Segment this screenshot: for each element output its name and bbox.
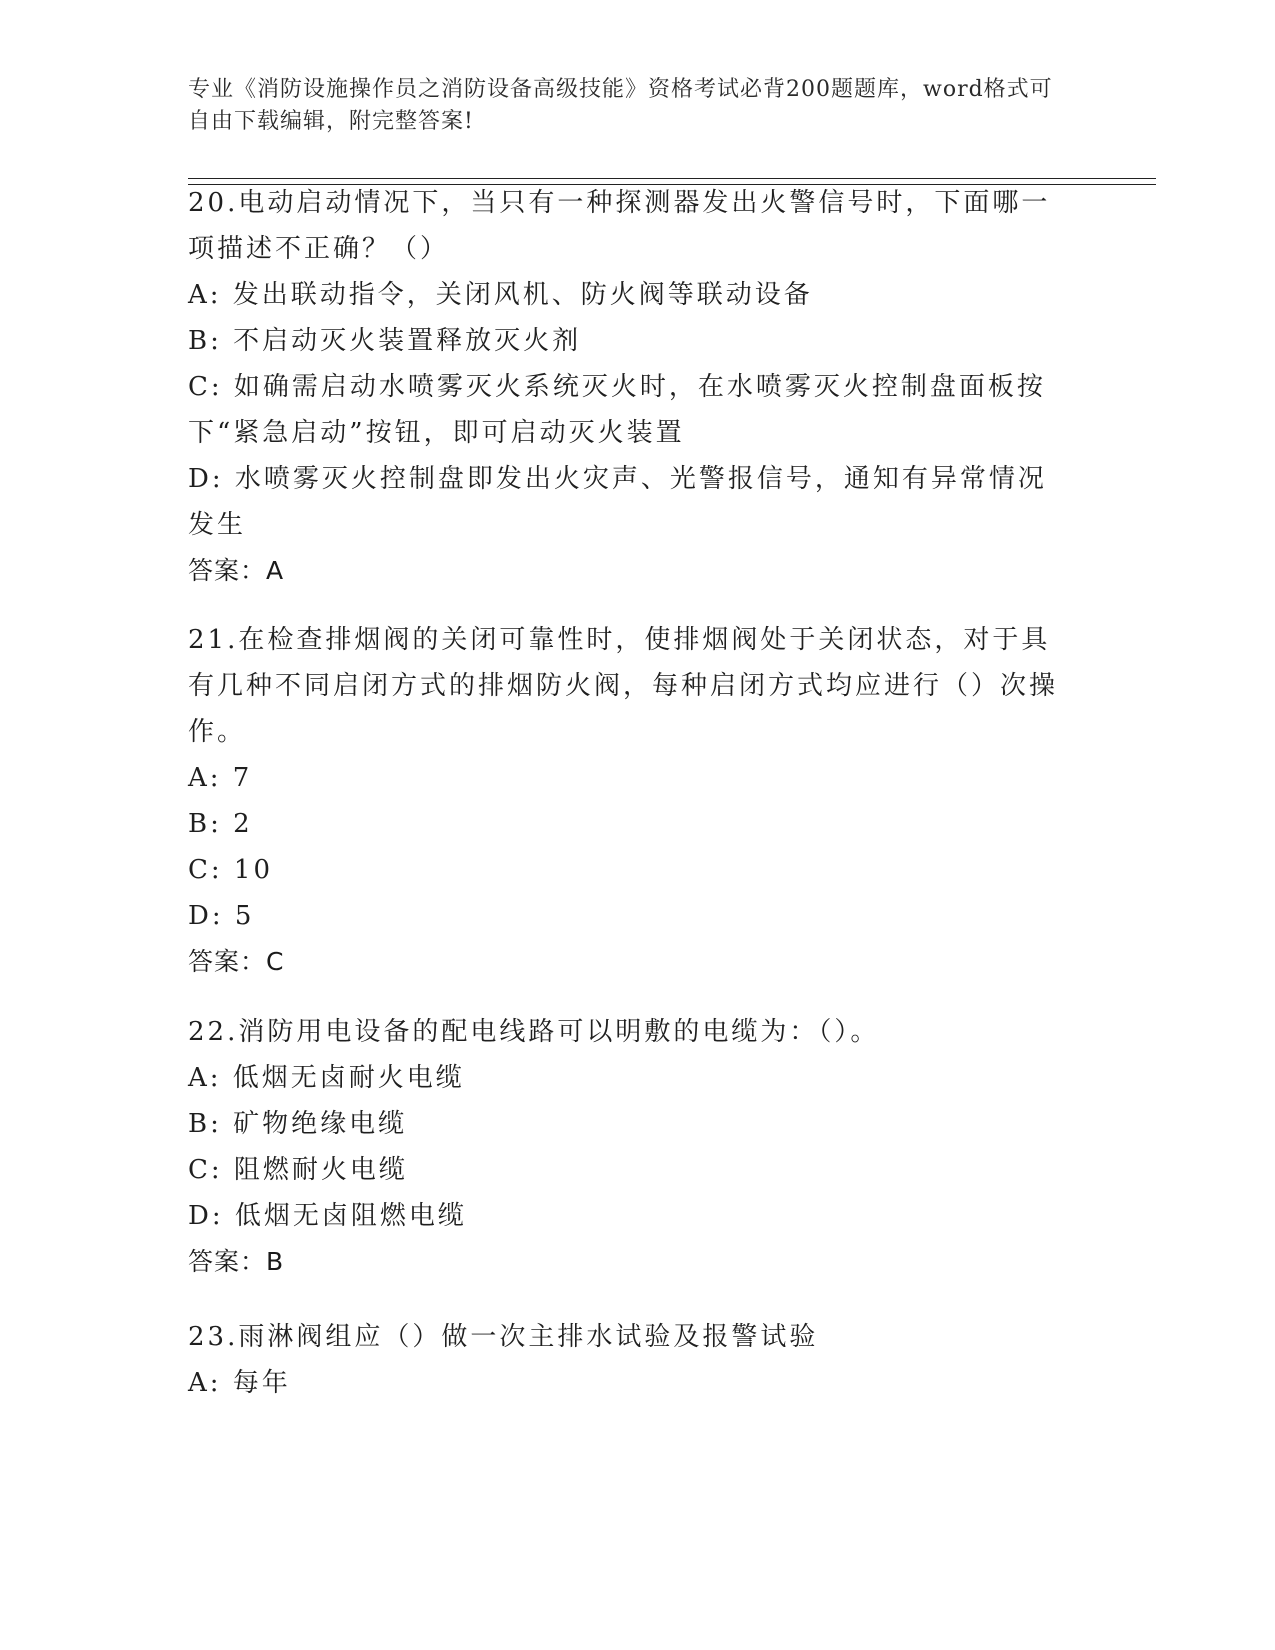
option-a: A: 低烟无卤耐火电缆 [188, 1063, 465, 1093]
question-22 [188, 1009, 1068, 1285]
option-c: C: 如确需启动水喷雾灭火系统灭火时，在水喷雾灭火控制盘面板按下“紧急启动”按钮，即可启动灭火装置 [188, 372, 1046, 448]
option-c: C: 10 [188, 855, 274, 885]
question-stem: 22.消防用电设备的配电线路可以明敷的电缆为：（）。 [188, 1017, 880, 1047]
answer-line: 答案：C [188, 947, 285, 976]
document-header: 专业《消防设施操作员之消防设备高级技能》资格考试必背200题题库，word格式可自由下载编辑，附完整答案! [188, 77, 1053, 134]
option-b: B: 2 [188, 809, 253, 839]
answer-line: 答案：A [188, 556, 285, 585]
question-20 [188, 180, 1068, 594]
option-d: D: 5 [188, 901, 255, 931]
option-b: B: 不启动灭火装置释放灭火剂 [188, 326, 582, 356]
answer-line: 答案：B [188, 1247, 285, 1276]
option-d: D: 水喷雾灭火控制盘即发出火灾声、光警报信号，通知有异常情况发生 [188, 464, 1047, 540]
question-stem: 20.电动启动情况下，当只有一种探测器发出火警信号时，下面哪一项描述不正确？（） [188, 188, 1051, 264]
question-stem: 23.雨淋阀组应（）做一次主排水试验及报警试验 [188, 1322, 819, 1352]
option-a: A: 7 [188, 763, 253, 793]
question-stem: 21.在检查排烟阀的关闭可靠性时，使排烟阀处于关闭状态，对于具有几种不同启闭方式的排烟防火阀，每种启闭方式均应进行（）次操作。 [188, 625, 1059, 747]
option-b: B: 矿物绝缘电缆 [188, 1109, 408, 1139]
option-d: D: 低烟无卤阻燃电缆 [188, 1201, 467, 1231]
question-23 [188, 1314, 1068, 1406]
option-c: C: 阻燃耐火电缆 [188, 1155, 408, 1185]
option-a: A: 发出联动指令，关闭风机、防火阀等联动设备 [188, 280, 813, 310]
question-21 [188, 617, 1068, 985]
option-a: A: 每年 [188, 1368, 291, 1398]
